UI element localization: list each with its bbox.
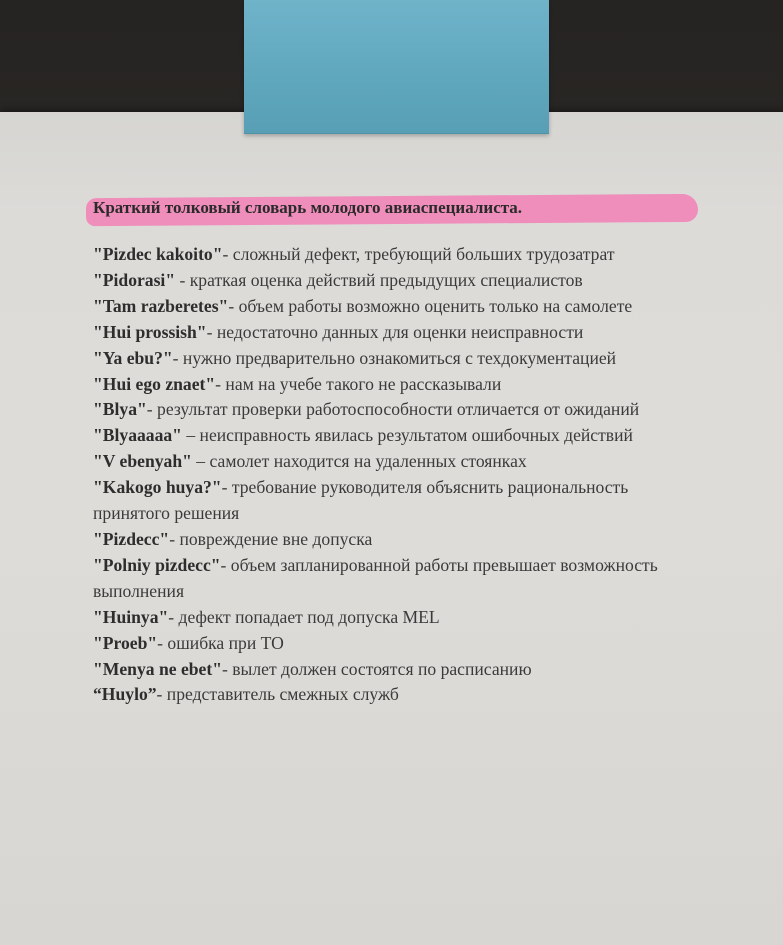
- glossary-term: "Blyaaaaa": [93, 425, 182, 446]
- glossary-term: "Tam razberetes": [93, 295, 229, 316]
- glossary-definition: - краткая оценка действий предыдущих специалистов: [175, 269, 583, 290]
- glossary-entry: [93, 397, 708, 423]
- glossary-definition: - дефект попадает под допуска MEL: [168, 606, 440, 627]
- glossary-definition: – неисправность явилась результатом ошибочных действий: [181, 425, 633, 446]
- glossary-definition: - объем запланированной работы превышает возможность выполнения: [93, 554, 658, 601]
- glossary-definition: - нужно предварительно ознакомиться с техдокументацией: [172, 347, 617, 368]
- glossary-term: "Hui prossish": [93, 321, 207, 342]
- glossary-definition: - нам на учебе такого не рассказывали: [215, 373, 502, 394]
- glossary-term: "Blya": [93, 399, 147, 420]
- glossary-entry: [93, 242, 708, 268]
- glossary-entry: [93, 657, 708, 683]
- glossary-term: "Kakogo huya?": [93, 477, 222, 498]
- glossary-term: "Menya ne ebet": [93, 658, 222, 679]
- glossary-term: "Pizdecc": [93, 528, 170, 549]
- glossary-definition: - повреждение вне допуска: [169, 528, 373, 549]
- glossary-entry: [93, 682, 708, 708]
- glossary-definition: - вылет должен состоятся по расписанию: [221, 658, 532, 679]
- glossary-definition: - ошибка при ТО: [157, 632, 284, 653]
- glossary-entry: [93, 631, 708, 657]
- glossary-entry: [93, 268, 708, 294]
- glossary-entry: [93, 372, 708, 398]
- document-title: Краткий толковый словарь молодого авиаспециалиста.: [93, 198, 523, 217]
- glossary-definition: - объем работы возможно оценить только на самолете: [228, 295, 633, 316]
- glossary-definition: - представитель смежных служб: [156, 684, 399, 705]
- glossary-term: "Huinya": [93, 606, 169, 627]
- glossary-entry: [93, 294, 708, 320]
- glossary-definition: - недостаточно данных для оценки неисправности: [206, 321, 584, 342]
- glossary-definition: - требование руководителя объяснить рациональность принятого решения: [93, 477, 629, 524]
- glossary-entry: [93, 449, 708, 475]
- glossary-definition: - сложный дефект, требующий больших трудозатрат: [222, 244, 615, 264]
- blue-sticky-note: [244, 0, 549, 134]
- glossary-list: [93, 242, 708, 708]
- glossary-term: "Hui ego znaet": [93, 373, 216, 394]
- glossary-entry: [93, 553, 708, 605]
- glossary-term: “Huylo”: [93, 684, 157, 705]
- glossary-definition: - результат проверки работоспособности отличается от ожиданий: [146, 399, 640, 420]
- glossary-entry: [93, 423, 708, 449]
- glossary-entry: [93, 320, 708, 346]
- glossary-term: "Pidorasi": [93, 269, 176, 290]
- glossary-entry: [93, 527, 708, 553]
- glossary-definition: – самолет находится на удаленных стоянках: [191, 451, 527, 472]
- glossary-term: "Proeb": [93, 632, 158, 653]
- glossary-entry: [93, 605, 708, 631]
- glossary-term: "Pizdec kakoito": [93, 244, 223, 264]
- glossary-term: "Ya ebu?": [93, 347, 173, 368]
- glossary-term: "V ebenyah": [93, 451, 192, 472]
- glossary-entry: [93, 346, 708, 372]
- glossary-term: "Polniy pizdecc": [93, 554, 221, 575]
- glossary-entry: [93, 475, 708, 527]
